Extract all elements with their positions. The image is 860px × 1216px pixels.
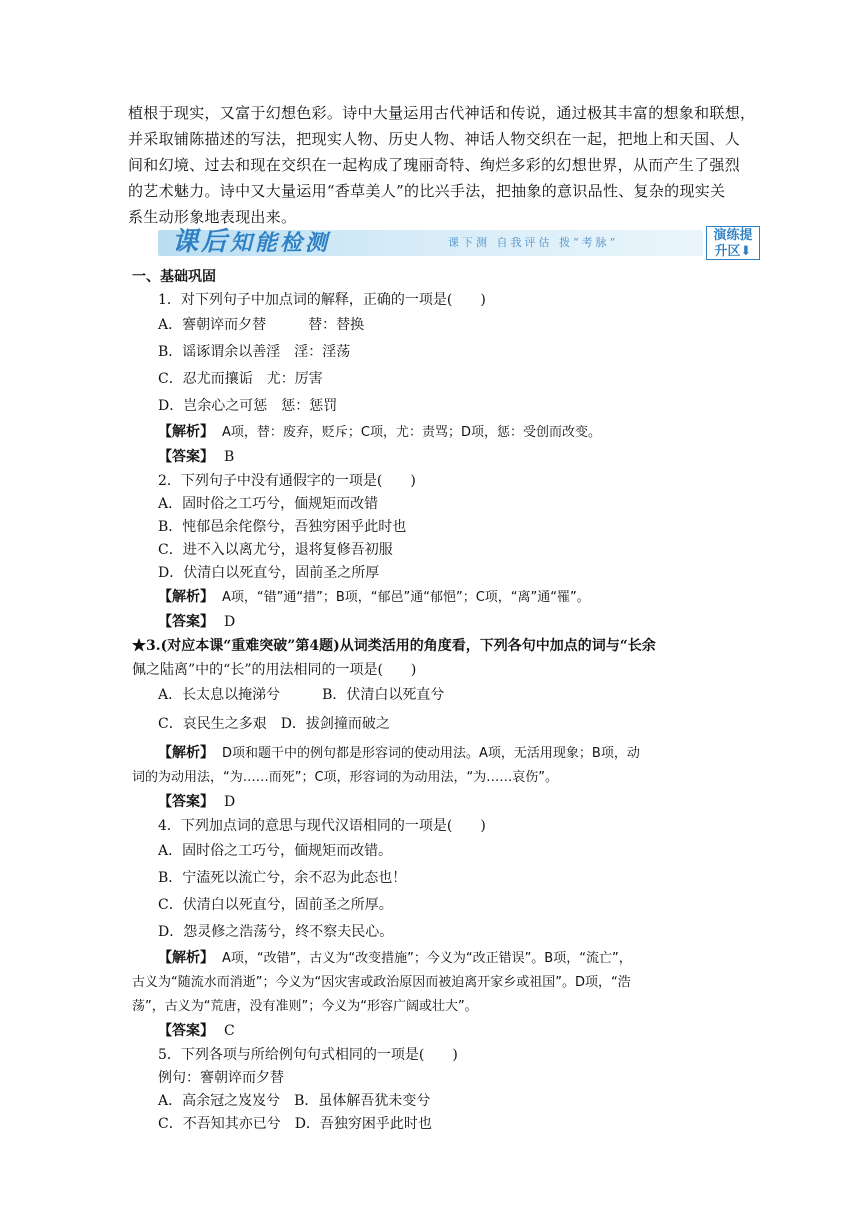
question-3-options-ab: A．长太息以掩涕兮 B．伏清白以死直兮 — [158, 687, 445, 703]
question-2-stem: 2．下列句子中没有通假字的一项是( ) — [158, 473, 416, 489]
question-5-example: 例句：謇朝谇而夕替 — [158, 1070, 284, 1086]
question-1-option-d: D．岂余心之可惩 惩：惩罚 — [158, 398, 338, 414]
analysis-text: A项，“改错”，古义为“改变措施”；今义为“改正错误”。B项，“流亡”， — [222, 951, 632, 966]
analysis-text: A项，“错”通“措”；B项，“郁邑”通“郁悒”；C项，“离”通“罹”。 — [222, 590, 590, 605]
question-5-options-cd: C．不吾知其亦已兮 D．吾独穷困乎此时也 — [158, 1116, 432, 1132]
intro-paragraph — [128, 100, 768, 230]
intro-line: 植根于现实，又富于幻想色彩。诗中大量运用古代神话和传说，通过极其丰富的想象和联想， — [128, 104, 756, 122]
question-3-analysis — [132, 741, 742, 790]
analysis-tag: 【解析】 — [158, 950, 214, 966]
intro-line: 的艺术魅力。诗中又大量运用“香草美人”的比兴手法，把抽象的意识品性、复杂的现实关 — [128, 182, 726, 200]
question-4-option-c: C．伏清白以死直兮，固前圣之所厚。 — [158, 897, 393, 913]
intro-line: 并采取铺陈描述的写法，把现实人物、历史人物、神话人物交织在一起，把地上和天国、人 — [128, 130, 741, 148]
question-1-option-c: C．忍尤而攘诟 尤：厉害 — [158, 371, 323, 387]
answer-tag: 【答案】 — [158, 1023, 214, 1039]
answer-value: D — [224, 614, 236, 630]
analysis-tag: 【解析】 — [158, 745, 214, 761]
question-1-answer — [132, 445, 742, 469]
question-3-stem-line1: ★3.(对应本课“重难突破”第4题)从词类活用的角度看，下列各句中加点的词与“长余 — [132, 638, 656, 654]
question-2-option-b: B．忳郁邑余侘傺兮，吾独穷困乎此时也 — [158, 519, 407, 535]
question-1-stem: 1．对下列句子中加点词的解释，正确的一项是( ) — [158, 292, 486, 308]
question-5-options-ab: A．高余冠之岌岌兮 B．虽体解吾犹未变兮 — [158, 1093, 431, 1109]
analysis-text: A项，替：废弃，贬斥；C项，尤：责骂；D项，惩：受创而改变。 — [222, 425, 601, 440]
question-4-analysis — [132, 946, 742, 1019]
analysis-line2: 词的为动用法，“为……而死”；C项，形容词的为动用法，“为……哀伤”。 — [132, 770, 559, 785]
analysis-line1 — [158, 946, 742, 971]
question-2-answer — [132, 610, 742, 634]
intro-line: 间和幻境、过去和现在交织在一起构成了瑰丽奇特、绚烂多彩的幻想世界，从而产生了强烈 — [128, 156, 741, 174]
answer-tag: 【答案】 — [158, 614, 214, 630]
question-3-options-cd: C．哀民生之多艰 D．拔剑撞而破之 — [158, 716, 390, 732]
answer-value: D — [224, 794, 236, 810]
question-4-option-d: D．怨灵修之浩荡兮，终不察夫民心。 — [158, 924, 394, 940]
analysis-line1 — [158, 741, 742, 766]
answer-tag: 【答案】 — [158, 449, 214, 465]
answer-tag: 【答案】 — [158, 794, 214, 810]
exercise-content — [132, 264, 742, 1136]
question-2-option-d: D．伏清白以死直兮，固前圣之所厚 — [158, 565, 380, 581]
analysis-tag: 【解析】 — [158, 424, 214, 440]
question-2-analysis — [132, 585, 742, 610]
question-4-option-b: B．宁溘死以流亡兮，余不忍为此态也！ — [158, 870, 407, 886]
answer-value: C — [224, 1023, 235, 1039]
question-1-option-b: B．谣诼谓余以善淫 淫：淫荡 — [158, 344, 351, 360]
answer-value: B — [224, 449, 235, 465]
analysis-line3: 荡”，古义为“荒唐，没有准则”；今义为“形容广阔或壮大”。 — [132, 999, 478, 1014]
question-3-stem-line2: 佩之陆离”中的“长”的用法相同的一项是( ) — [132, 662, 417, 678]
banner-title-big: 课后 — [172, 227, 231, 257]
intro-line: 系生动形象地表现出来。 — [128, 208, 297, 226]
question-4-option-a: A．固时俗之工巧兮，偭规矩而改错。 — [158, 843, 393, 859]
question-2-option-c: C．进不入以离尤兮，退将复修吾初服 — [158, 542, 393, 558]
question-2-option-a: A．固时俗之工巧兮，偭规矩而改错 — [158, 496, 379, 512]
banner-badge-line1: 演练提 — [713, 228, 753, 243]
question-1-option-a: A．謇朝谇而夕替 替：替换 — [158, 317, 365, 333]
analysis-line2: 古义为“随流水而消逝”；今义为“因灾害或政治原因而被迫离开家乡或祖国”。D项，“浩 — [132, 975, 631, 990]
question-5-stem: 5．下列各项与所给例句句式相同的一项是( ) — [158, 1047, 458, 1063]
banner-subtitle: 课下测 自我评估 拨“考脉” — [448, 236, 619, 249]
banner-badge — [706, 226, 760, 260]
analysis-text: D项和题干中的例句都是形容词的使动用法。A项，无活用现象；B项，动 — [222, 746, 640, 761]
banner-title — [172, 226, 330, 258]
question-4-answer — [132, 1019, 742, 1043]
question-1-analysis — [132, 420, 742, 445]
banner-title-rest: 知能检测 — [230, 230, 331, 256]
section-banner — [158, 226, 762, 264]
section-heading: 一、基础巩固 — [132, 269, 216, 285]
analysis-tag: 【解析】 — [158, 589, 214, 605]
question-4-stem: 4．下列加点词的意思与现代汉语相同的一项是( ) — [158, 818, 486, 834]
banner-badge-line2: 升区⬇ — [714, 244, 752, 259]
question-3-answer — [132, 790, 742, 814]
